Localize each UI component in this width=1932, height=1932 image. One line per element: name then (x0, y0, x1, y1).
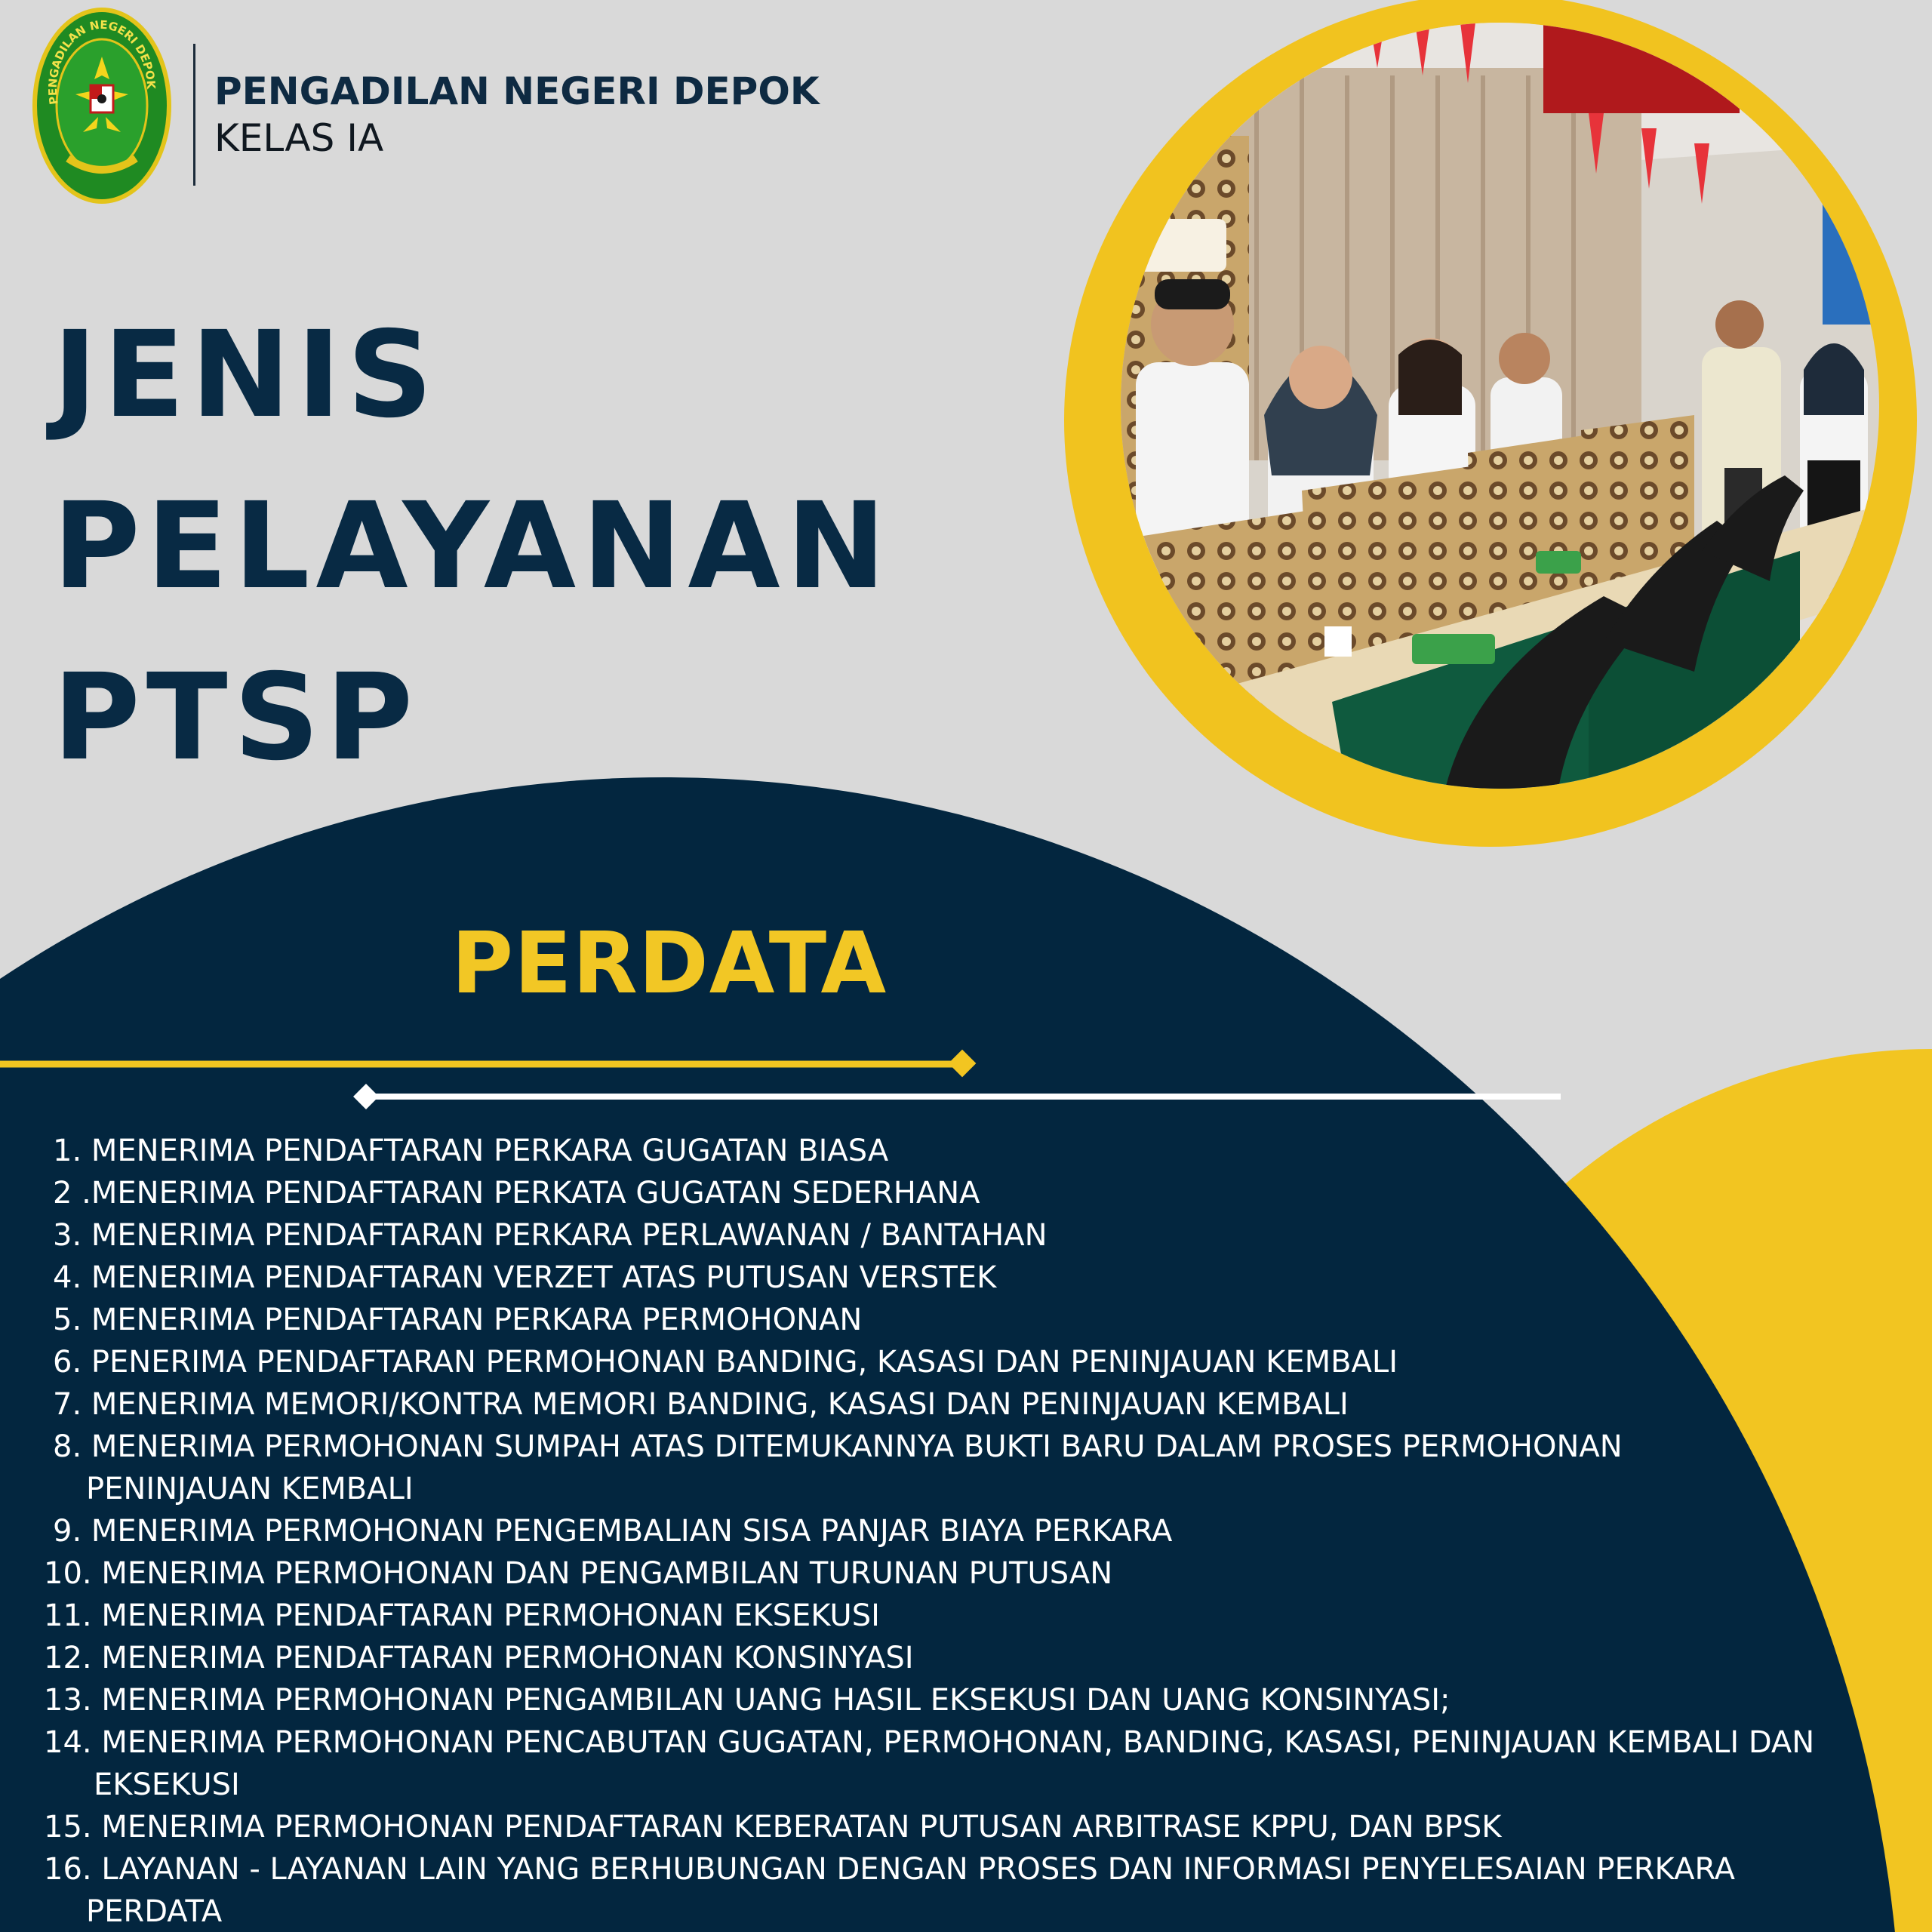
service-item-13: 13. MENERIMA PERMOHONAN PENGAMBILAN UANG HASIL EKSEKUSI DAN UANG KONSINYASI; (44, 1683, 1451, 1718)
service-item-14: 14. MENERIMA PERMOHONAN PENCABUTAN GUGATAN, PERMOHONAN, BANDING, KASASI, PENINJAUAN KEMBALI DAN (44, 1725, 1815, 1760)
service-item-5: 5. MENERIMA PENDAFTARAN PERKARA PERMOHONAN (53, 1303, 863, 1337)
section-heading-perdata: PERDATA (451, 915, 888, 1013)
service-item-6: 6. PENERIMA PENDAFTARAN PERMOHONAN BANDING, KASASI DAN PENINJAUAN KEMBALI (53, 1345, 1398, 1380)
header-divider (193, 44, 195, 186)
service-item-4: 4. MENERIMA PENDAFTARAN VERZET ATAS PUTUSAN VERSTEK (53, 1260, 997, 1295)
service-item-16: 16. LAYANAN - LAYANAN LAIN YANG BERHUBUNGAN DENGAN PROSES DAN INFORMASI PENYELESAIAN PERKARA (44, 1852, 1735, 1887)
service-item-14-continued: EKSEKUSI (94, 1767, 240, 1802)
service-item-12: 12. MENERIMA PENDAFTARAN PERMOHONAN KONSINYASI (44, 1641, 914, 1675)
court-emblem-icon (30, 4, 174, 208)
service-item-2: 2 .MENERIMA PENDAFTARAN PERKATA GUGATAN SEDERHANA (53, 1176, 980, 1211)
court-name: PENGADILAN NEGERI DEPOK (214, 69, 820, 113)
title-line-3: PTSP (53, 648, 420, 787)
court-class: KELAS IA (214, 116, 384, 160)
service-item-10: 10. MENERIMA PERMOHONAN DAN PENGAMBILAN TURUNAN PUTUSAN (44, 1556, 1113, 1591)
service-item-1: 1. MENERIMA PENDAFTARAN PERKARA GUGATAN BIASA (53, 1134, 889, 1168)
service-item-8: 8. MENERIMA PERMOHONAN SUMPAH ATAS DITEMUKANNYA BUKTI BARU DALAM PROSES PERMOHONAN (53, 1429, 1623, 1464)
service-item-15: 15. MENERIMA PERMOHONAN PENDAFTARAN KEBERATAN PUTUSAN ARBITRASE KPPU, DAN BPSK (44, 1810, 1502, 1844)
service-item-11: 11. MENERIMA PENDAFTARAN PERMOHONAN EKSEKUSI (44, 1598, 880, 1633)
title-line-1: JENIS (53, 306, 439, 445)
service-item-3: 3. MENERIMA PENDAFTARAN PERKARA PERLAWANAN / BANTAHAN (53, 1218, 1048, 1253)
service-item-8-continued: PENINJAUAN KEMBALI (86, 1472, 414, 1506)
service-item-16-continued: PERDATA (86, 1894, 223, 1929)
service-item-7: 7. MENERIMA MEMORI/KONTRA MEMORI BANDING, KASASI DAN PENINJAUAN KEMBALI (53, 1387, 1349, 1422)
ptsp-service-counter-photo (1121, 23, 1879, 789)
title-line-2: PELAYANAN (53, 477, 892, 616)
service-item-9: 9. MENERIMA PERMOHONAN PENGEMBALIAN SISA PANJAR BIAYA PERKARA (53, 1514, 1173, 1549)
svg-text:PENGADILAN NEGERI DEPOK: PENGADILAN NEGERI DEPOK (45, 17, 158, 106)
